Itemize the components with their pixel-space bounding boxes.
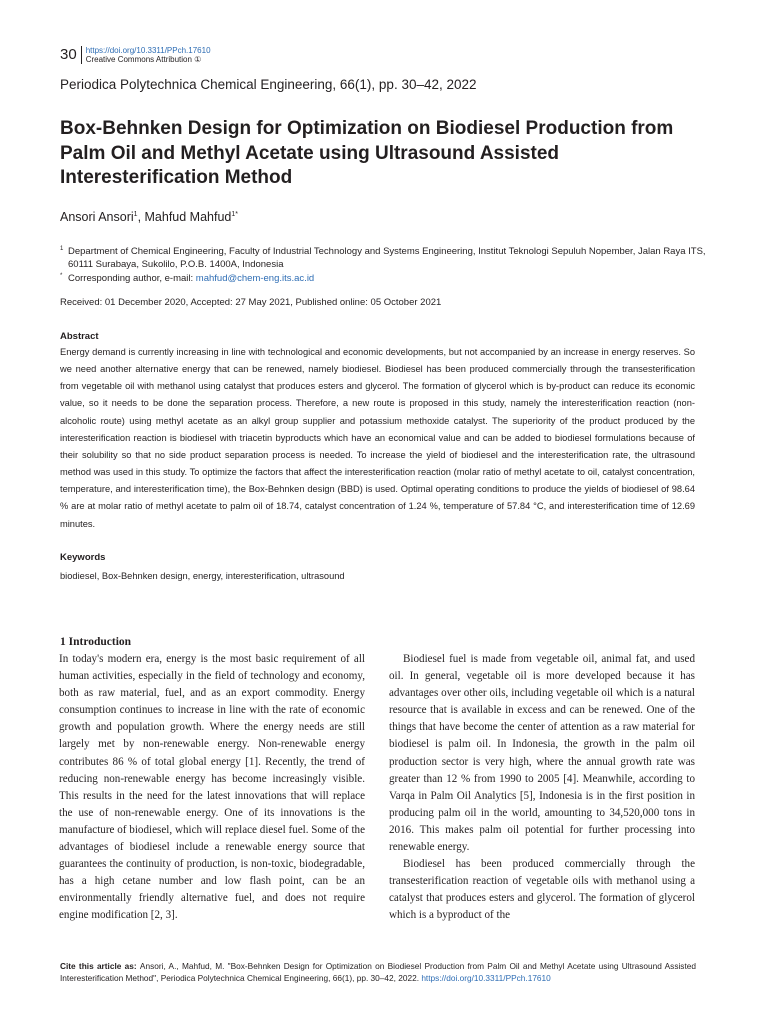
publication-dates: Received: 01 December 2020, Accepted: 27 May 2021, Published online: 05 October 2021 xyxy=(60,297,442,308)
corresponding-label: Corresponding author, e-mail: xyxy=(68,272,196,284)
keywords-heading: Keywords xyxy=(60,552,106,563)
citation-note xyxy=(60,960,696,985)
journal-name: Periodica Polytechnica Chemical Engineering xyxy=(60,77,333,92)
affiliation-row xyxy=(60,245,720,272)
journal-line xyxy=(60,76,477,93)
doi-link[interactable]: https://doi.org/10.3311/PPch.17610 xyxy=(85,46,211,55)
license-text: Creative Commons Attribution ① xyxy=(85,55,202,64)
article-title: Box-Behnken Design for Optimization on Biodiesel Production from Palm Oil and Methyl Acetate using Ultrasound Assisted Interesterification Method xyxy=(60,118,674,188)
author-separator: , xyxy=(137,210,145,225)
corresponding-row xyxy=(60,272,720,285)
body-paragraph: Biodiesel has been produced commercially through the transesterification reaction of vegetable oils with methanol using a catalyst that produces esters and glycerol. The formation of glycerol which is a byproduct of the xyxy=(389,858,695,922)
page-header xyxy=(60,46,211,64)
page-number: 30 xyxy=(60,46,82,64)
journal-details: , 66(1), pp. 30–42, 2022 xyxy=(332,77,477,92)
body-paragraph: Biodiesel fuel is made from vegetable oil, animal fat, and used oil. In general, vegetable oil is more developed because it has advantages over other oils, including vegetable oil which is a natural resource that is available in excess and can be renewed. One of the things that have become the center of attention as a raw material for biodiesel is palm oil. In Indonesia, the growth in the palm oil production sector is very high, where the annual growth rate was greater than 12 % from 1990 to 2005 [4]. Meanwhile, according to Varqa in Palm Oil Analytics [5], Indonesia is in the first position in producing palm oil in the world, amounting to 34,520,000 tons in 2016. This makes palm oil potential for further processing into renewable energy. xyxy=(389,653,695,854)
author-name: Mahfud Mahfud xyxy=(144,210,232,225)
citation-label: Cite this article as: xyxy=(60,961,140,971)
author-name: Ansori Ansori xyxy=(60,210,134,225)
author-superscript: 1* xyxy=(231,211,238,218)
header-meta xyxy=(86,46,211,64)
body-paragraph: In today's modern era, energy is the most basic requirement of all human activities, especially in the field of technology and economy, both as raw material, fuel, and as an export commodity. Energy consumption continues to increase in line with the rate of economic growth and population growth. Where the energy needs are still largely met by non-renewable energy. Non-renewable energy contributes 86 % of total global energy [1]. Recently, the trend of reducing non-renewable energy has become increasingly visible. This results in the need for the latest innovations that will replace the use of non-renewable energy. One of its innovations is the manufacture of biodiesel, which will replace diesel fuel. Some of the advantages of biodiesel include a renewable energy source that guarantees the continuity of production, is non-toxic, biodegradable, has a high cetane number and low flash point, can be an environmentally friendly alternative fuel, and does not require engine modification [2, 3]. xyxy=(59,653,365,922)
affiliations xyxy=(60,245,720,285)
right-column xyxy=(389,651,695,925)
abstract-heading: Abstract xyxy=(60,331,99,342)
affiliation-text: Department of Chemical Engineering, Faculty of Industrial Technology and Systems Engineering, Institut Teknologi Sepuluh Nopember, Jalan Raya ITS, 60111 Surabaya, Sukolilo, P.O.B. 1400A, Indonesia xyxy=(68,246,706,271)
keywords-text: biodiesel, Box-Behnken design, energy, interesterification, ultrasound xyxy=(60,571,345,581)
section-heading: 1 Introduction xyxy=(60,636,132,648)
corresponding-mark: * xyxy=(60,272,63,279)
left-column xyxy=(59,651,365,925)
author-superscript: 1 xyxy=(133,211,138,218)
citation-doi-link[interactable]: https://doi.org/10.3311/PPch.17610 xyxy=(421,973,551,984)
email-link[interactable]: mahfud@chem-eng.its.ac.id xyxy=(195,272,315,284)
citation-text: Ansori, A., Mahfud, M. "Box-Behnken Design for Optimization on Biodiesel Production from Palm Oil and Methyl Acetate using Ultrasound Assisted Interesterification Method", Periodica Polytechnica Chemical Engineering, 66(1), pp. 30–42, 2022. xyxy=(60,961,696,984)
affiliation-mark: 1 xyxy=(60,246,64,252)
author-list xyxy=(60,207,238,225)
abstract-text: Energy demand is currently increasing in line with technological and economic developments, but not accompanied by an increase in energy reserves. So we need another alternative energy that can be renewed, namely biodiesel. Biodiesel has been produced commercially through the transesterification from vegetable oil with methanol using catalyst that produces esters and glycerol. The formation of glycerol which is by-product can reduce its economic value, so it needs to be done the separation process. Therefore, a new route is proposed in this study, namely the interesterification reaction (non-alcoholic route) using methyl acetate as an alkyl group supplier and potassium methoxide catalyst. The superiority of the product produced by the interesterification reaction is biodiesel with triacetin byproducts which have an economical value and can be added to biodiesel formulations because of their solubility so that no side product separation process is needed. To increase the yield of biodiesel and the interesterification rate, the ultrasound method was used in this study. To optimize the factors that affect the interesterification reaction (molar ratio of methyl acetate to oil, catalyst concentration, temperature, and interesterification time), the Box-Behnken design (BBD) is used. Optimal operating conditions to produce the yields of biodiesel of 98.64 % are at molar ratio of methyl acetate to palm oil of 18.74, catalyst concentration of 1.24 %, temperature of 57.84 °C, and interesterification time of 12.69 minutes. xyxy=(60,347,695,529)
